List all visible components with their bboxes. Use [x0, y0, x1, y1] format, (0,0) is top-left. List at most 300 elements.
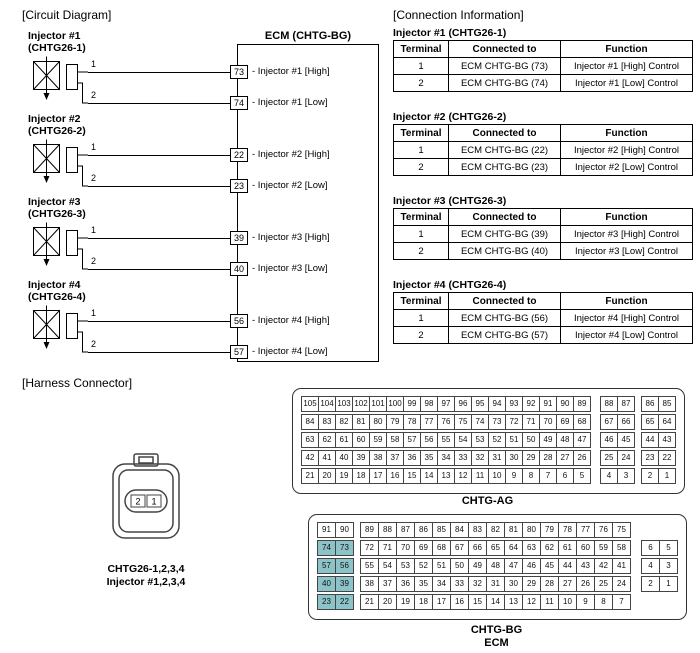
- pin-41: 41: [612, 558, 631, 574]
- table-cell: ECM CHTG-BG (73): [449, 58, 561, 75]
- pin-39: 39: [352, 450, 370, 466]
- pin-71: 71: [378, 540, 397, 556]
- pin-row: [301, 468, 676, 484]
- pin-14: 14: [486, 594, 505, 610]
- pin-25: 25: [600, 450, 618, 466]
- pin-13: 13: [437, 468, 455, 484]
- connection-table-title: Injector #4 (CHTG26-4): [393, 279, 507, 291]
- table-header-row: [394, 209, 693, 226]
- pin-10: 10: [488, 468, 506, 484]
- pin-34: 34: [437, 450, 455, 466]
- pin-79: 79: [540, 522, 559, 538]
- pin-4: 4: [641, 558, 660, 574]
- pin-26: 26: [576, 576, 595, 592]
- pin-58: 58: [386, 432, 404, 448]
- pin-60: 60: [576, 540, 595, 556]
- column-header: Function: [561, 125, 693, 142]
- table-cell: 1: [394, 142, 449, 159]
- pin-76: 76: [437, 414, 455, 430]
- pin-97: 97: [437, 396, 455, 412]
- pin-86: 86: [414, 522, 433, 538]
- pin-30: 30: [504, 576, 523, 592]
- pin-68: 68: [432, 540, 451, 556]
- pin-29: 29: [522, 450, 540, 466]
- column-header: Connected to: [449, 209, 561, 226]
- pin-83: 83: [468, 522, 487, 538]
- pin-61: 61: [558, 540, 577, 556]
- pin-70: 70: [539, 414, 557, 430]
- table-cell: ECM CHTG-BG (57): [449, 327, 561, 344]
- pin-29: 29: [522, 576, 541, 592]
- table-cell: ECM CHTG-BG (74): [449, 75, 561, 92]
- ecm-pin-label: - Injector #3 [High]: [252, 232, 330, 243]
- pin-17: 17: [369, 468, 387, 484]
- injector-connector-name: (CHTG26-1): [28, 42, 86, 54]
- table-header-row: [394, 41, 693, 58]
- pin-82: 82: [486, 522, 505, 538]
- pin-22: 22: [658, 450, 676, 466]
- pin-12: 12: [454, 468, 472, 484]
- table-cell: Injector #3 [Low] Control: [561, 243, 693, 260]
- ecm-pin-number: 74: [230, 96, 248, 110]
- pin-64: 64: [658, 414, 676, 430]
- harness-connector-drawing: [108, 452, 184, 554]
- pin-75: 75: [454, 414, 472, 430]
- pin-16: 16: [386, 468, 404, 484]
- pin-21: 21: [301, 468, 319, 484]
- pin-group: [317, 576, 354, 592]
- pin-66: 66: [468, 540, 487, 556]
- pin-13: 13: [504, 594, 523, 610]
- table-cell: 1: [394, 58, 449, 75]
- pin-group: [360, 540, 631, 556]
- connection-information-label: [Connection Information]: [393, 8, 524, 22]
- pin-95: 95: [471, 396, 489, 412]
- pin-19: 19: [396, 594, 415, 610]
- pin-49: 49: [468, 558, 487, 574]
- table-row: [394, 142, 693, 159]
- pin-46: 46: [600, 432, 618, 448]
- pin-78: 78: [558, 522, 577, 538]
- pin-42: 42: [301, 450, 319, 466]
- pin-3: 3: [617, 468, 635, 484]
- pin-group: [600, 432, 635, 448]
- pin-25: 25: [594, 576, 613, 592]
- pin-7: 7: [539, 468, 557, 484]
- pin-85: 85: [658, 396, 676, 412]
- pin-82: 82: [335, 414, 353, 430]
- pin-59: 59: [594, 540, 613, 556]
- table-cell: ECM CHTG-BG (22): [449, 142, 561, 159]
- pin-18: 18: [352, 468, 370, 484]
- ecm-pin-label: - Injector #2 [Low]: [252, 180, 328, 191]
- pin-63: 63: [301, 432, 319, 448]
- pin-group: [317, 540, 354, 556]
- pin-85: 85: [432, 522, 451, 538]
- table-cell: ECM CHTG-BG (23): [449, 159, 561, 176]
- pin-3: 3: [659, 558, 678, 574]
- pin-group: [600, 396, 635, 412]
- pin-9: 9: [505, 468, 523, 484]
- pin-2: 2: [641, 576, 660, 592]
- pin-50: 50: [450, 558, 469, 574]
- pin-11: 11: [540, 594, 559, 610]
- pin-90: 90: [556, 396, 574, 412]
- injector-pin-2-label: 2: [91, 90, 97, 100]
- table-cell: 2: [394, 243, 449, 260]
- pin-40: 40: [317, 576, 336, 592]
- pin-16: 16: [450, 594, 469, 610]
- pin-group: [360, 522, 631, 538]
- pin-87: 87: [617, 396, 635, 412]
- pin-row: [317, 540, 678, 556]
- pin-72: 72: [505, 414, 523, 430]
- pin-61: 61: [335, 432, 353, 448]
- pin-group: [641, 450, 676, 466]
- pin-32: 32: [471, 450, 489, 466]
- column-header: Connected to: [449, 41, 561, 58]
- pin-51: 51: [505, 432, 523, 448]
- pin-102: 102: [352, 396, 370, 412]
- pin-24: 24: [612, 576, 631, 592]
- pin-103: 103: [335, 396, 353, 412]
- pin-53: 53: [471, 432, 489, 448]
- pin-39: 39: [335, 576, 354, 592]
- injector-connector-name: (CHTG26-4): [28, 291, 86, 303]
- pin-96: 96: [454, 396, 472, 412]
- pin-row: [317, 522, 678, 538]
- ecm-pin-label: - Injector #4 [Low]: [252, 346, 328, 357]
- pin-group: [641, 432, 676, 448]
- pin-67: 67: [450, 540, 469, 556]
- pin-59: 59: [369, 432, 387, 448]
- pin-51: 51: [432, 558, 451, 574]
- ecm-pin-label: - Injector #1 [Low]: [252, 97, 328, 108]
- ecm-pin-label: - Injector #3 [Low]: [252, 263, 328, 274]
- pin-2: 2: [641, 468, 659, 484]
- pin-6: 6: [556, 468, 574, 484]
- pin-81: 81: [352, 414, 370, 430]
- pin-row: [317, 558, 678, 574]
- ecm-pin-number: 56: [230, 314, 248, 328]
- pin-46: 46: [522, 558, 541, 574]
- pin-row: [317, 576, 678, 592]
- table-row: [394, 226, 693, 243]
- pin-55: 55: [437, 432, 455, 448]
- pin-group: [360, 594, 631, 610]
- table-header-row: [394, 293, 693, 310]
- pin-98: 98: [420, 396, 438, 412]
- pin-7: 7: [612, 594, 631, 610]
- injector-connector-name: (CHTG26-2): [28, 125, 86, 137]
- table-cell: 1: [394, 226, 449, 243]
- column-header: Function: [561, 293, 693, 310]
- ecm-pin-number: 40: [230, 262, 248, 276]
- pin-5: 5: [659, 540, 678, 556]
- pin-21: 21: [360, 594, 379, 610]
- column-header: Terminal: [394, 209, 449, 226]
- circuit-diagram-label: [Circuit Diagram]: [22, 8, 112, 22]
- pin-64: 64: [504, 540, 523, 556]
- pin-54: 54: [378, 558, 397, 574]
- pin-88: 88: [600, 396, 618, 412]
- pin-27: 27: [556, 450, 574, 466]
- injector-name: Injector #2: [28, 113, 81, 125]
- column-header: Terminal: [394, 41, 449, 58]
- pin-77: 77: [576, 522, 595, 538]
- pin-group: [641, 576, 678, 592]
- pin-group: [360, 558, 631, 574]
- pin-37: 37: [386, 450, 404, 466]
- column-header: Connected to: [449, 125, 561, 142]
- pin-group: [301, 396, 591, 412]
- pin-52: 52: [414, 558, 433, 574]
- pin-45: 45: [617, 432, 635, 448]
- connection-table: [393, 124, 693, 176]
- pin-62: 62: [540, 540, 559, 556]
- pin-20: 20: [318, 468, 336, 484]
- pin-91: 91: [539, 396, 557, 412]
- pin-30: 30: [505, 450, 523, 466]
- pin-22: 22: [335, 594, 354, 610]
- pin-56: 56: [335, 558, 354, 574]
- pin-row: [301, 432, 676, 448]
- pin-43: 43: [576, 558, 595, 574]
- pin-35: 35: [414, 576, 433, 592]
- pin-52: 52: [488, 432, 506, 448]
- pin-23: 23: [317, 594, 336, 610]
- injector-pin-2-label: 2: [91, 173, 97, 183]
- pin-group: [600, 414, 635, 430]
- pin-group: [301, 468, 591, 484]
- pin-1: 1: [658, 468, 676, 484]
- ecm-pin-label: - Injector #2 [High]: [252, 149, 330, 160]
- table-cell: Injector #3 [High] Control: [561, 226, 693, 243]
- chtg-bg-ecm-label: ECM: [484, 637, 509, 649]
- pin-88: 88: [378, 522, 397, 538]
- pin-105: 105: [301, 396, 319, 412]
- pin-40: 40: [335, 450, 353, 466]
- pin-57: 57: [403, 432, 421, 448]
- pin-55: 55: [360, 558, 379, 574]
- pin-group: [641, 468, 676, 484]
- column-header: Terminal: [394, 293, 449, 310]
- table-cell: ECM CHTG-BG (39): [449, 226, 561, 243]
- pin-9: 9: [576, 594, 595, 610]
- table-cell: Injector #2 [High] Control: [561, 142, 693, 159]
- pin-77: 77: [420, 414, 438, 430]
- pin-34: 34: [432, 576, 451, 592]
- harness-connector-label: [Harness Connector]: [22, 376, 133, 390]
- pin-1: 1: [659, 576, 678, 592]
- pin-101: 101: [369, 396, 387, 412]
- pin-32: 32: [468, 576, 487, 592]
- chtg-bg-label: CHTG-BG: [470, 624, 523, 636]
- pin-15: 15: [403, 468, 421, 484]
- pin-group: [301, 432, 591, 448]
- pin-81: 81: [504, 522, 523, 538]
- connection-table-title: Injector #3 (CHTG26-3): [393, 195, 507, 207]
- column-header: Function: [561, 209, 693, 226]
- pin-90: 90: [335, 522, 354, 538]
- pin-33: 33: [450, 576, 469, 592]
- pin-43: 43: [658, 432, 676, 448]
- pin-12: 12: [522, 594, 541, 610]
- pin-93: 93: [505, 396, 523, 412]
- injector-pin-2-label: 2: [91, 256, 97, 266]
- table-row: [394, 75, 693, 92]
- pin-47: 47: [573, 432, 591, 448]
- table-cell: Injector #2 [Low] Control: [561, 159, 693, 176]
- pin-84: 84: [301, 414, 319, 430]
- pin-group: [360, 576, 631, 592]
- pin-68: 68: [573, 414, 591, 430]
- pin-104: 104: [318, 396, 336, 412]
- pin-group: [301, 450, 591, 466]
- pin-row: [301, 414, 676, 430]
- harness-caption-connector: CHTG26-1,2,3,4: [107, 563, 185, 575]
- pin-74: 74: [317, 540, 336, 556]
- table-row: [394, 243, 693, 260]
- pin-48: 48: [486, 558, 505, 574]
- pin-63: 63: [522, 540, 541, 556]
- chtg-ag-label: CHTG-AG: [461, 495, 514, 507]
- pin-group: [317, 558, 354, 574]
- table-cell: Injector #4 [Low] Control: [561, 327, 693, 344]
- table-cell: Injector #1 [High] Control: [561, 58, 693, 75]
- pin-6: 6: [641, 540, 660, 556]
- pin-80: 80: [522, 522, 541, 538]
- pin-49: 49: [539, 432, 557, 448]
- ecm-pin-number: 57: [230, 345, 248, 359]
- pin-86: 86: [641, 396, 659, 412]
- pin-70: 70: [396, 540, 415, 556]
- connection-table: [393, 208, 693, 260]
- pin-11: 11: [471, 468, 489, 484]
- pin-28: 28: [540, 576, 559, 592]
- injector-pin-1-label: 1: [91, 225, 97, 235]
- pin-row: [301, 450, 676, 466]
- pin-79: 79: [386, 414, 404, 430]
- pin-31: 31: [486, 576, 505, 592]
- pin-group: [641, 396, 676, 412]
- table-row: [394, 58, 693, 75]
- pin-36: 36: [403, 450, 421, 466]
- column-header: Terminal: [394, 125, 449, 142]
- pin-84: 84: [450, 522, 469, 538]
- pin-group: [317, 522, 354, 538]
- pin-73: 73: [488, 414, 506, 430]
- pin-27: 27: [558, 576, 577, 592]
- pin-87: 87: [396, 522, 415, 538]
- pin-group: [317, 594, 354, 610]
- pin-23: 23: [641, 450, 659, 466]
- column-header: Connected to: [449, 293, 561, 310]
- pin-58: 58: [612, 540, 631, 556]
- pin-group: [641, 558, 678, 574]
- pin-19: 19: [335, 468, 353, 484]
- pin-78: 78: [403, 414, 421, 430]
- pin-94: 94: [488, 396, 506, 412]
- ecm-pin-label: - Injector #1 [High]: [252, 66, 330, 77]
- connection-table: [393, 40, 693, 92]
- pin-31: 31: [488, 450, 506, 466]
- pin-60: 60: [352, 432, 370, 448]
- table-cell: 1: [394, 310, 449, 327]
- pin-76: 76: [594, 522, 613, 538]
- ecm-pin-label: - Injector #4 [High]: [252, 315, 330, 326]
- pin-50: 50: [522, 432, 540, 448]
- harness-caption-injector: Injector #1,2,3,4: [106, 576, 186, 588]
- pin-row: [317, 594, 678, 610]
- table-cell: ECM CHTG-BG (40): [449, 243, 561, 260]
- pin-36: 36: [396, 576, 415, 592]
- pin-row: [301, 396, 676, 412]
- connection-table-title: Injector #1 (CHTG26-1): [393, 27, 507, 39]
- pin-group: [641, 414, 676, 430]
- connection-table-title: Injector #2 (CHTG26-2): [393, 111, 507, 123]
- pin-91: 91: [317, 522, 336, 538]
- pin-17: 17: [432, 594, 451, 610]
- pin-99: 99: [403, 396, 421, 412]
- pin-44: 44: [558, 558, 577, 574]
- pin-65: 65: [486, 540, 505, 556]
- table-cell: 2: [394, 327, 449, 344]
- pin-38: 38: [360, 576, 379, 592]
- injector-pin-1-label: 1: [91, 59, 97, 69]
- pin-26: 26: [573, 450, 591, 466]
- injector-pin-2-label: 2: [91, 339, 97, 349]
- pin-14: 14: [420, 468, 438, 484]
- pin-group: [641, 540, 678, 556]
- connector-chtg-ag: [292, 388, 685, 494]
- pin-48: 48: [556, 432, 574, 448]
- table-cell: Injector #1 [Low] Control: [561, 75, 693, 92]
- pin-62: 62: [318, 432, 336, 448]
- table-cell: 2: [394, 159, 449, 176]
- pin-53: 53: [396, 558, 415, 574]
- table-cell: Injector #4 [High] Control: [561, 310, 693, 327]
- pin-10: 10: [558, 594, 577, 610]
- pin-47: 47: [504, 558, 523, 574]
- ecm-title: ECM (CHTG-BG): [264, 30, 352, 42]
- pin-18: 18: [414, 594, 433, 610]
- table-row: [394, 159, 693, 176]
- table-row: [394, 310, 693, 327]
- injector-pin-1-label: 1: [91, 142, 97, 152]
- pin-35: 35: [420, 450, 438, 466]
- pin-24: 24: [617, 450, 635, 466]
- pin-67: 67: [600, 414, 618, 430]
- pin-group: [600, 468, 635, 484]
- connection-table: [393, 292, 693, 344]
- column-header: Function: [561, 41, 693, 58]
- injector-name: Injector #4: [28, 279, 81, 291]
- pin-group: [600, 450, 635, 466]
- pin-72: 72: [360, 540, 379, 556]
- pin-5: 5: [573, 468, 591, 484]
- pin-69: 69: [414, 540, 433, 556]
- pin-37: 37: [378, 576, 397, 592]
- pin-74: 74: [471, 414, 489, 430]
- harness-pin-1-label: 1: [151, 496, 157, 507]
- pin-8: 8: [522, 468, 540, 484]
- pin-28: 28: [539, 450, 557, 466]
- ecm-pin-number: 23: [230, 179, 248, 193]
- pin-4: 4: [600, 468, 618, 484]
- pin-83: 83: [318, 414, 336, 430]
- harness-connector-icon: [108, 452, 184, 552]
